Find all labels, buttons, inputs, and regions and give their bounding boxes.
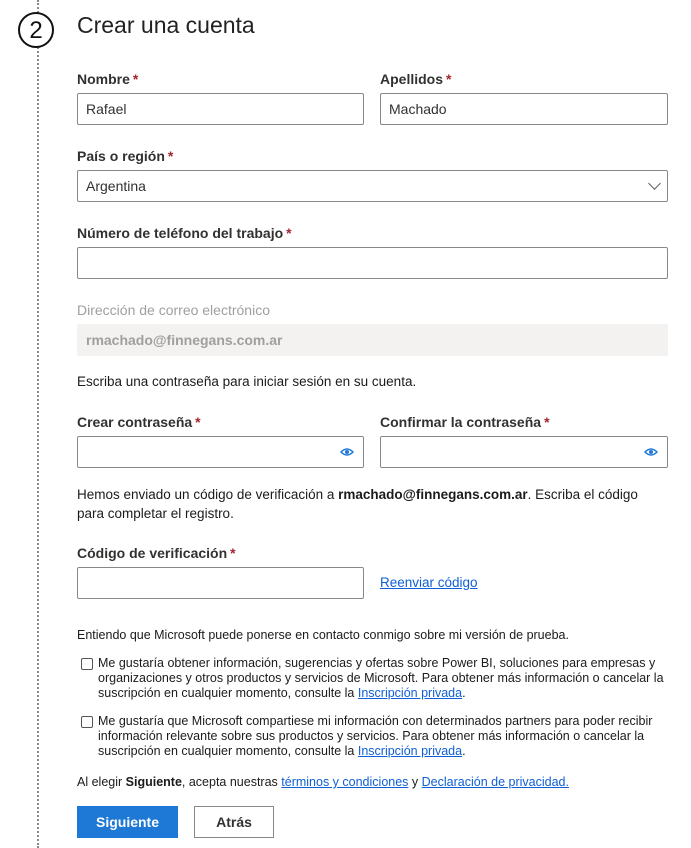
- country-select-value: Argentina: [86, 178, 146, 194]
- required-mark: *: [195, 414, 201, 430]
- terms-and: y: [408, 775, 422, 789]
- partners-checkbox[interactable]: [81, 716, 93, 728]
- verification-notice-prefix: Hemos enviado un código de verificación a: [77, 487, 339, 502]
- phone-label: [77, 225, 292, 241]
- privacy-statement-link[interactable]: Declaración de privacidad.: [421, 775, 569, 789]
- next-button[interactable]: Siguiente: [77, 806, 178, 838]
- terms-notice: [77, 775, 569, 790]
- first-name-label: [77, 71, 138, 87]
- confirm-password-input[interactable]: [380, 436, 668, 468]
- required-mark: *: [446, 71, 452, 87]
- chevron-down-icon: [648, 177, 661, 190]
- phone-label-text: Número de teléfono del trabajo: [77, 225, 284, 241]
- password-intro-text: Escriba una contraseña para iniciar sesión en su cuenta.: [77, 374, 417, 389]
- page-title: Crear una cuenta: [77, 12, 255, 38]
- first-name-label-text: Nombre: [77, 71, 130, 87]
- first-name-input[interactable]: Rafael: [77, 93, 364, 125]
- marketing-checkbox-end: .: [462, 686, 466, 700]
- last-name-label: [380, 71, 451, 87]
- required-mark: *: [286, 225, 292, 241]
- required-mark: *: [230, 545, 236, 561]
- verification-notice-suffix: . Escriba el código para completar el registro.: [77, 487, 638, 521]
- back-button[interactable]: Atrás: [194, 806, 274, 838]
- partners-checkbox-end: .: [462, 744, 466, 758]
- privacy-enrollment-link[interactable]: Inscripción privada: [357, 744, 463, 758]
- last-name-label-text: Apellidos: [380, 71, 444, 87]
- password-label: [77, 414, 201, 430]
- confirm-password-label-text: Confirmar la contraseña: [380, 414, 542, 430]
- password-label-text: Crear contraseña: [77, 414, 193, 430]
- resend-code-link[interactable]: Reenviar código: [380, 575, 478, 590]
- terms-bold: Siguiente: [125, 775, 182, 789]
- verification-code-input[interactable]: [77, 567, 364, 599]
- contact-notice: Entiendo que Microsoft puede ponerse en contacto conmigo sobre mi versión de prueba.: [77, 628, 569, 642]
- privacy-enrollment-link[interactable]: Inscripción privada: [357, 686, 463, 700]
- verification-notice: [77, 485, 667, 523]
- step-number-badge: 2: [18, 12, 54, 48]
- country-label-text: País o región: [77, 148, 165, 164]
- partners-checkbox-label: [98, 714, 658, 759]
- email-input-disabled: rmachado@finnegans.com.ar: [77, 324, 668, 356]
- email-label: Dirección de correo electrónico: [77, 302, 270, 318]
- verification-code-label: [77, 545, 236, 561]
- verification-code-label-text: Código de verificación: [77, 545, 228, 561]
- verification-notice-email: rmachado@finnegans.com.ar: [338, 487, 528, 502]
- marketing-checkbox[interactable]: [81, 658, 93, 670]
- required-mark: *: [544, 414, 550, 430]
- required-mark: *: [167, 148, 174, 164]
- marketing-checkbox-label: [98, 656, 673, 701]
- required-mark: *: [132, 71, 139, 87]
- password-input[interactable]: [77, 436, 364, 468]
- partners-checkbox-text: Me gustaría que Microsoft compartiese mi información con determinados partners para poder recibir información relevante sobre sus productos y servicios. Para obtener más información o cancelar la suscripción en cualquier momento, consulte la: [98, 714, 653, 758]
- confirm-password-label: [380, 414, 550, 430]
- terms-link[interactable]: términos y condiciones: [281, 775, 409, 789]
- country-select[interactable]: [77, 170, 668, 202]
- show-password-eye-icon[interactable]: [340, 447, 354, 457]
- country-label: [77, 148, 173, 164]
- phone-input[interactable]: [77, 247, 668, 279]
- last-name-input[interactable]: Machado: [380, 93, 668, 125]
- terms-middle: , acepta nuestras: [181, 775, 282, 789]
- show-password-eye-icon[interactable]: [644, 447, 658, 457]
- step-rail: [37, 0, 39, 848]
- marketing-checkbox-text: Me gustaría obtener información, sugerencias y ofertas sobre Power BI, soluciones para empresas y organizaciones y otros productos y servicios de Microsoft. Para obtener más información o cancelar la suscripción en cualquier momento, consulte la: [98, 656, 664, 700]
- terms-prefix: Al elegir: [77, 775, 126, 789]
